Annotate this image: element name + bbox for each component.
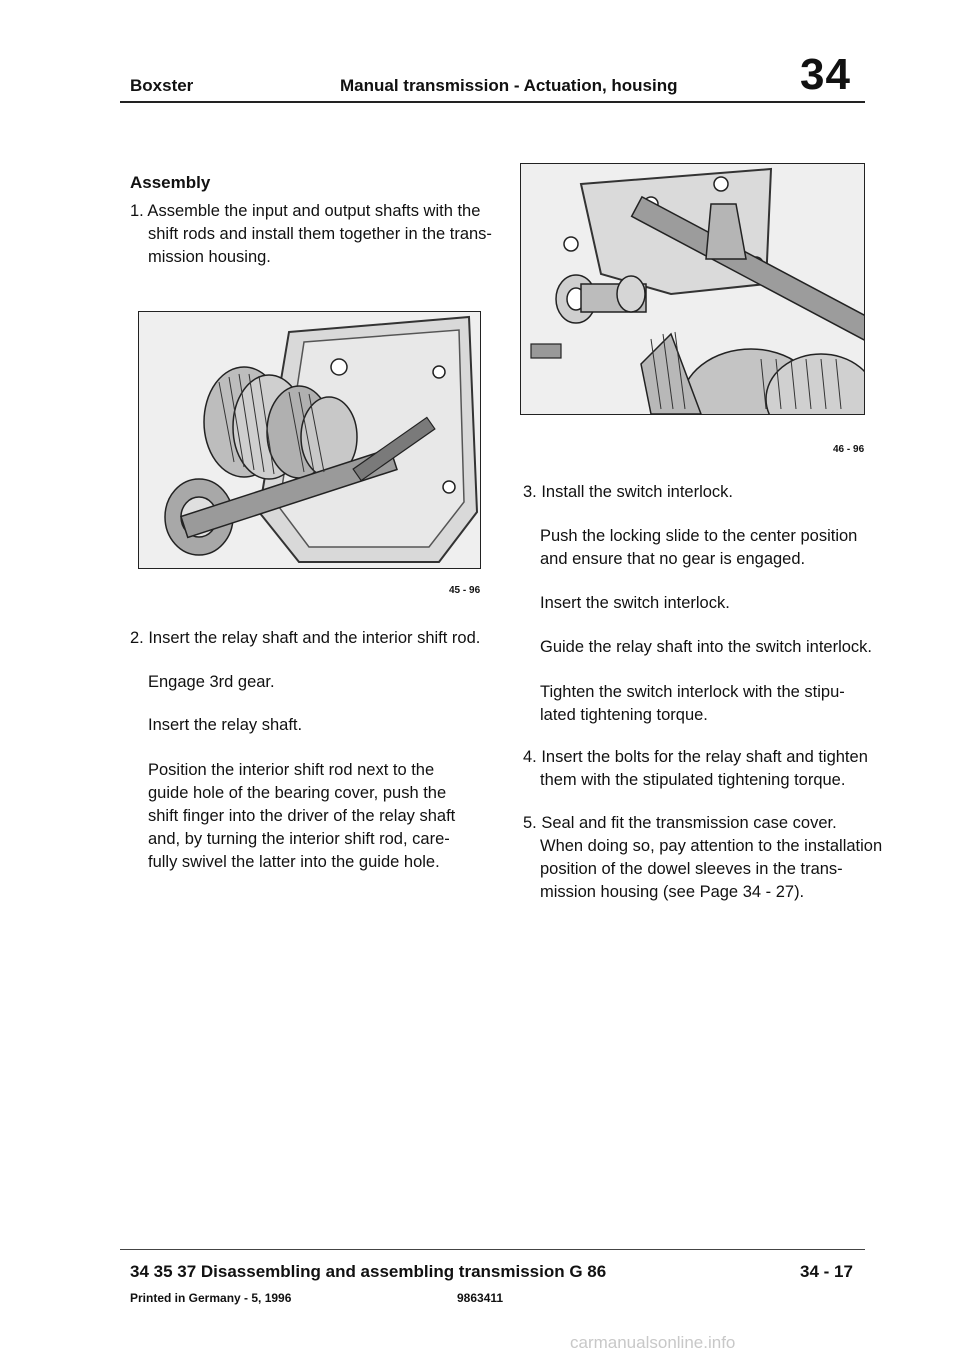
step4-line2: them with the stipulated tightening torque.: [540, 771, 846, 789]
step3-sub1-line2: and ensure that no gear is engaged.: [540, 550, 806, 568]
step3-sub2: Insert the switch interlock.: [540, 594, 730, 612]
step3-sub4-line2: lated tightening torque.: [540, 706, 708, 724]
step2-sub1: Engage 3rd gear.: [148, 673, 275, 691]
figure-gear-assembly-illustration: [138, 311, 481, 569]
step1-line3: mission housing.: [148, 248, 271, 266]
step3-title: 3. Install the switch interlock.: [523, 483, 734, 501]
watermark: carmanualsonline.info: [570, 1333, 736, 1352]
footer-title: 34 35 37 Disassembling and assembling transmission G 86: [130, 1262, 607, 1281]
footer-doc-code: 9863411: [457, 1291, 504, 1305]
figure2-caption: 46 - 96: [833, 444, 865, 455]
step1-line2: shift rods and install them together in the trans-: [148, 225, 492, 243]
step3-sub3: Guide the relay shaft into the switch interlock.: [540, 638, 872, 656]
step2-sub3-line3: shift finger into the driver of the relay shaft: [148, 807, 456, 825]
footer-page-number: 34 - 17: [800, 1262, 853, 1281]
step2-sub3-line4: and, by turning the interior shift rod, care-: [148, 830, 450, 848]
step5-line2: When doing so, pay attention to the installation: [540, 837, 883, 855]
step5-line1: 5. Seal and fit the transmission case cover.: [523, 814, 837, 832]
step2-sub3-line5: fully swivel the latter into the guide hole.: [148, 853, 440, 871]
header-section-title: Manual transmission - Actuation, housing: [340, 76, 678, 95]
step2-sub3-line1: Position the interior shift rod next to the: [148, 761, 435, 779]
step3-sub1-line1: Push the locking slide to the center position: [540, 527, 858, 545]
figure-relay-shaft-illustration: [520, 163, 865, 415]
step5-line4: mission housing (see Page 34 - 27).: [540, 883, 805, 901]
header-model: Boxster: [130, 76, 194, 95]
step2-sub3-line2: guide hole of the bearing cover, push the: [148, 784, 447, 802]
step1-line1: 1. Assemble the input and output shafts with the: [130, 202, 481, 220]
assembly-heading: Assembly: [130, 173, 211, 192]
header-group-number: 34: [800, 50, 851, 99]
step3-sub4-line1: Tighten the switch interlock with the stipu-: [540, 683, 845, 701]
step4-line1: 4. Insert the bolts for the relay shaft and tighten: [523, 748, 868, 766]
figure1-caption: 45 - 96: [449, 585, 481, 596]
footer-divider: [120, 1249, 865, 1250]
step2-title: 2. Insert the relay shaft and the interior shift rod.: [130, 629, 481, 647]
footer-printed: Printed in Germany - 5, 1996: [130, 1291, 292, 1305]
step2-sub2: Insert the relay shaft.: [148, 716, 303, 734]
header-divider: [120, 101, 865, 103]
step5-line3: position of the dowel sleeves in the trans-: [540, 860, 843, 878]
